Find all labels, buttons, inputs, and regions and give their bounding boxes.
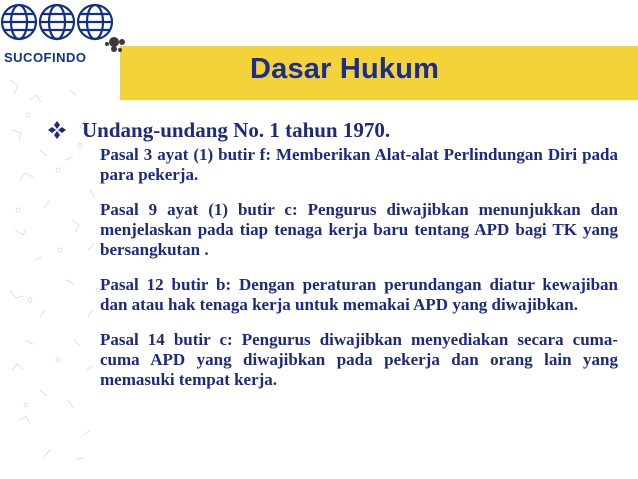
law-heading [62, 118, 618, 143]
paragraph-pasal-9: Pasal 9 ayat (1) butir c: Pengurus diwajibkan menunjukkan dan menjelaskan pada tiap tenaga kerja baru tentang APD bagi TK yang bersangkutan . [100, 200, 618, 259]
slide-title: Dasar Hukum [250, 53, 440, 85]
paragraph-pasal-3: Pasal 3 ayat (1) butir f: Memberikan Alat-alat Perlindungan Diri pada para pekerja. [100, 145, 618, 184]
logo-brand-text: SUCOFINDO [4, 50, 87, 65]
diamond-bullet-icon [48, 121, 66, 139]
slide-content [62, 118, 618, 390]
paragraph-pasal-12: Pasal 12 butir b: Dengan peraturan perundangan diatur kewajiban dan atau hak tenaga kerja untuk memakai APD yang diwajibkan. [100, 275, 618, 314]
paragraph-pasal-14: Pasal 14 butir c: Pengurus diwajibkan menyediakan secara cuma-cuma APD yang diwajibkan pada pekerja dan orang lain yang memasuki tempat kerja. [100, 330, 618, 389]
law-heading-text: Undang-undang No. 1 tahun 1970. [82, 118, 391, 142]
